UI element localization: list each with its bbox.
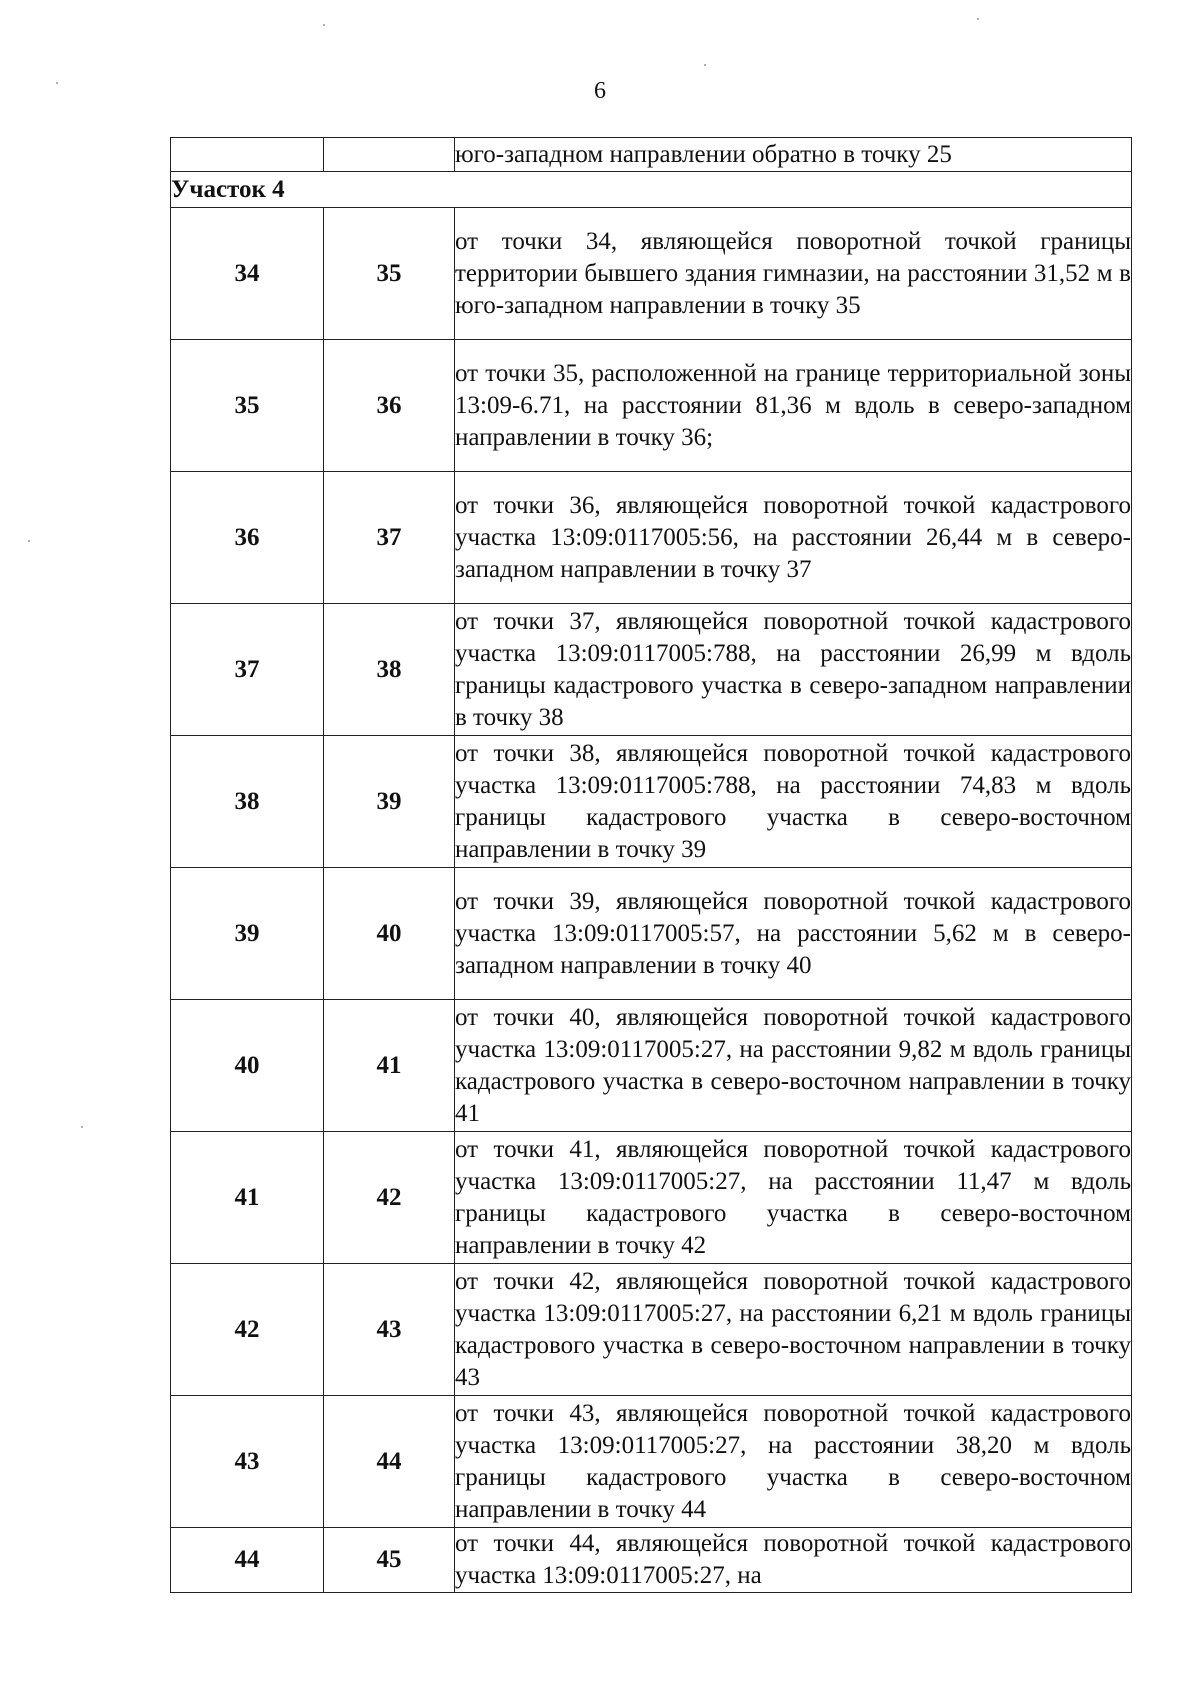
from-point-cell: 44 xyxy=(171,1528,324,1593)
table-row xyxy=(171,1132,1132,1264)
description-cell: от точки 44, являющейся поворотной точкой кадастрового участка 13:09:0117005:27, на xyxy=(455,1528,1132,1593)
scan-speck xyxy=(977,18,979,20)
to-point-cell: 41 xyxy=(324,1000,455,1132)
to-point-cell: 44 xyxy=(324,1396,455,1528)
table-row xyxy=(171,736,1132,868)
from-point-cell: 38 xyxy=(171,736,324,868)
scan-speck xyxy=(28,540,30,542)
table-row xyxy=(171,472,1132,604)
scan-speck xyxy=(704,64,706,66)
section-title: Участок 4 xyxy=(171,172,1132,208)
from-point-cell: 39 xyxy=(171,868,324,1000)
table-body xyxy=(171,138,1132,1593)
table-row xyxy=(171,1528,1132,1593)
to-point-cell: 45 xyxy=(324,1528,455,1593)
table-row xyxy=(171,1264,1132,1396)
description-cell: от точки 43, являющейся поворотной точкой кадастрового участка 13:09:0117005:27, на расстоянии 38,20 м вдоль границы кадастрового участка в северо-восточном направлении в точку 44 xyxy=(455,1396,1132,1528)
description-cell: от точки 40, являющейся поворотной точкой кадастрового участка 13:09:0117005:27, на расстоянии 9,82 м вдоль границы кадастрового участка в северо-восточном направлении в точку 41 xyxy=(455,1000,1132,1132)
table-row xyxy=(171,340,1132,472)
from-point-cell: 35 xyxy=(171,340,324,472)
section-header-row xyxy=(171,172,1132,208)
description-cell: от точки 38, являющейся поворотной точкой кадастрового участка 13:09:0117005:788, на расстоянии 74,83 м вдоль границы кадастрового участка в северо-восточном направлении в точку 39 xyxy=(455,736,1132,868)
continuation-row xyxy=(171,138,1132,172)
from-point-cell: 34 xyxy=(171,208,324,340)
from-point-cell: 37 xyxy=(171,604,324,736)
from-point-cell xyxy=(171,138,324,172)
scan-speck xyxy=(323,24,325,26)
to-point-cell: 38 xyxy=(324,604,455,736)
to-point-cell: 43 xyxy=(324,1264,455,1396)
to-point-cell: 36 xyxy=(324,340,455,472)
description-cell: от точки 34, являющейся поворотной точкой границы территории бывшего здания гимназии, на расстоянии 31,52 м в юго-западном направлении в точку 35 xyxy=(455,208,1132,340)
to-point-cell: 37 xyxy=(324,472,455,604)
to-point-cell: 39 xyxy=(324,736,455,868)
description-cell: юго-западном направлении обратно в точку 25 xyxy=(455,138,1132,172)
from-point-cell: 40 xyxy=(171,1000,324,1132)
from-point-cell: 41 xyxy=(171,1132,324,1264)
description-cell: от точки 37, являющейся поворотной точкой кадастрового участка 13:09:0117005:788, на расстоянии 26,99 м вдоль границы кадастрового участка в северо-западном направлении в точку 38 xyxy=(455,604,1132,736)
table-row xyxy=(171,868,1132,1000)
to-point-cell: 35 xyxy=(324,208,455,340)
from-point-cell: 36 xyxy=(171,472,324,604)
from-point-cell: 42 xyxy=(171,1264,324,1396)
scan-speck xyxy=(81,1126,83,1128)
to-point-cell: 40 xyxy=(324,868,455,1000)
to-point-cell xyxy=(324,138,455,172)
description-cell: от точки 35, расположенной на границе территориальной зоны 13:09-6.71, на расстоянии 81,36 м вдоль в северо-западном направлении в точку 36; xyxy=(455,340,1132,472)
table-row xyxy=(171,208,1132,340)
table-row xyxy=(171,1396,1132,1528)
scan-speck xyxy=(56,82,58,84)
from-point-cell: 43 xyxy=(171,1396,324,1528)
description-cell: от точки 42, являющейся поворотной точкой кадастрового участка 13:09:0117005:27, на расстоянии 6,21 м вдоль границы кадастрового участка в северо-восточном направлении в точку 43 xyxy=(455,1264,1132,1396)
description-cell: от точки 36, являющейся поворотной точкой кадастрового участка 13:09:0117005:56, на расстоянии 26,44 м в северо-западном направлении в точку 37 xyxy=(455,472,1132,604)
description-cell: от точки 41, являющейся поворотной точкой кадастрового участка 13:09:0117005:27, на расстоянии 11,47 м вдоль границы кадастрового участка в северо-восточном направлении в точку 42 xyxy=(455,1132,1132,1264)
table-row xyxy=(171,1000,1132,1132)
description-cell: от точки 39, являющейся поворотной точкой кадастрового участка 13:09:0117005:57, на расстоянии 5,62 м в северо-западном направлении в точку 40 xyxy=(455,868,1132,1000)
table-row xyxy=(171,604,1132,736)
to-point-cell: 42 xyxy=(324,1132,455,1264)
boundary-description-table xyxy=(170,137,1132,1593)
page-number: 6 xyxy=(594,78,606,104)
